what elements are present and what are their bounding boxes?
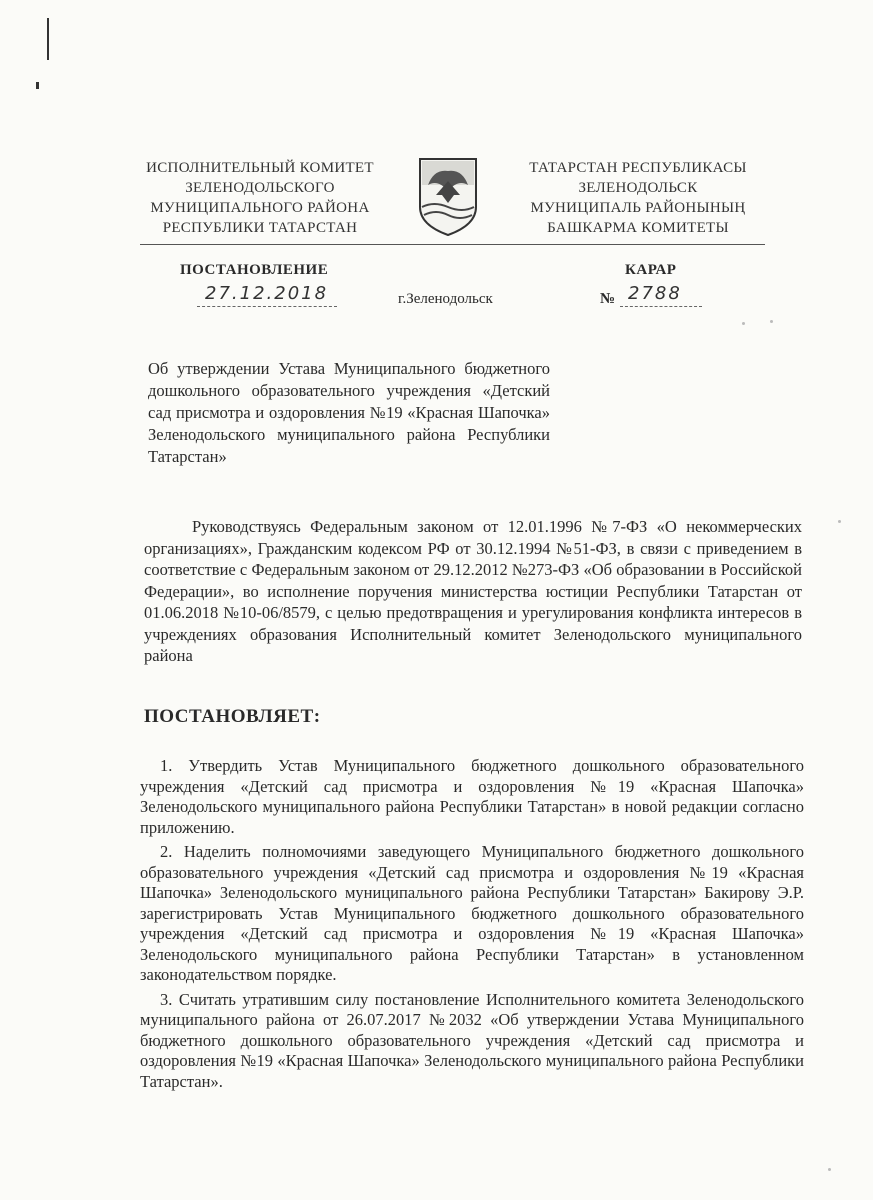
scan-edge-mark [47, 18, 49, 60]
header-left-block [130, 158, 390, 238]
doc-type-tatar: КАРАР [625, 262, 677, 278]
document-subject: Об утверждении Устава Муниципального бюджетного дошкольного образовательного учреждения «Детский сад присмотра и оздоровления №19 «Красная Шапочка» Зеленодольского муниципального района Республики Татарстан» [148, 359, 550, 466]
number-sign: № [600, 291, 616, 307]
resolution-items [140, 756, 804, 1096]
header-left-line: ЗЕЛЕНОДОЛЬСКОГО [185, 180, 335, 196]
handwritten-number: 2788 [628, 283, 682, 304]
scan-speck [742, 322, 745, 325]
zelenodolsk-coat-of-arms-icon [414, 155, 482, 237]
header-left-line: ИСПОЛНИТЕЛЬНЫЙ КОМИТЕТ [146, 160, 374, 176]
scan-edge-mark [36, 82, 39, 89]
header-right-line: ЗЕЛЕНОДОЛЬСК [578, 180, 698, 196]
resolution-item: 3. Считать утратившим силу постановление Исполнительного комитета Зеленодольского муниципального района от 26.07.2017 №2032 «Об утверждении Устава Муниципального бюджетного дошкольного образовательного учреждения «Детский сад присмотра и оздоровления №19 «Красная Шапочка» Зеленодольского муниципального района Республики Татарстан». [140, 989, 804, 1091]
scan-speck [828, 1168, 831, 1171]
scan-speck [770, 320, 773, 323]
header-right-line: МУНИЦИПАЛЬ РАЙОНЫНЫҢ [530, 200, 746, 216]
header-right-line: ТАТАРСТАН РЕСПУБЛИКАСЫ [529, 160, 747, 176]
city-name: г.Зеленодольск [398, 291, 493, 307]
header-right-block [508, 158, 768, 238]
doc-type-russian: ПОСТАНОВЛЕНИЕ [180, 262, 329, 278]
header-divider [140, 244, 765, 245]
header-left-line: РЕСПУБЛИКИ ТАТАРСТАН [162, 220, 358, 236]
scan-speck [838, 520, 841, 523]
resolve-heading: ПОСТАНОВЛЯЕТ: [144, 706, 321, 727]
header-right-line: БАШКАРМА КОМИТЕТЫ [547, 220, 729, 236]
handwritten-date: 27.12.2018 [205, 283, 329, 304]
resolution-item: 1. Утвердить Устав Муниципального бюджетного дошкольного образовательного учреждения «Детский сад присмотра и оздоровления №19 «Красная Шапочка» Зеленодольского муниципального района Республики Татарстан» в новой редакции согласно приложению. [140, 756, 804, 837]
preamble-paragraph: Руководствуясь Федеральным законом от 12.01.1996 №7-ФЗ «О некоммерческих организациях», Гражданским кодексом РФ от 30.12.1994 №51-ФЗ, в связи с приведением в соответствие с Федеральным законом от 29.12.2012 №273-ФЗ «Об образовании в Российской Федерации», во исполнение поручения министерства юстиции Республики Татарстан от 01.06.2018 №10-06/8579, с целью предотвращения и урегулирования конфликта интересов в учреждениях образования Исполнительный комитет Зеленодольского муниципального района [144, 517, 802, 665]
resolution-item: 2. Наделить полномочиями заведующего Муниципального бюджетного дошкольного образовательного учреждения «Детский сад присмотра и оздоровления №19 «Красная Шапочка» Зеленодольского муниципального района Республики Татарстан» Бакирову Э.Р. зарегистрировать Устав Муниципального бюджетного дошкольного образовательного учреждения «Детский сад присмотра и оздоровления №19 «Красная Шапочка» Зеленодольского муниципального района Республики Татарстан» в установленном законодательством порядке. [140, 842, 804, 984]
header-left-line: МУНИЦИПАЛЬНОГО РАЙОНА [150, 200, 370, 216]
